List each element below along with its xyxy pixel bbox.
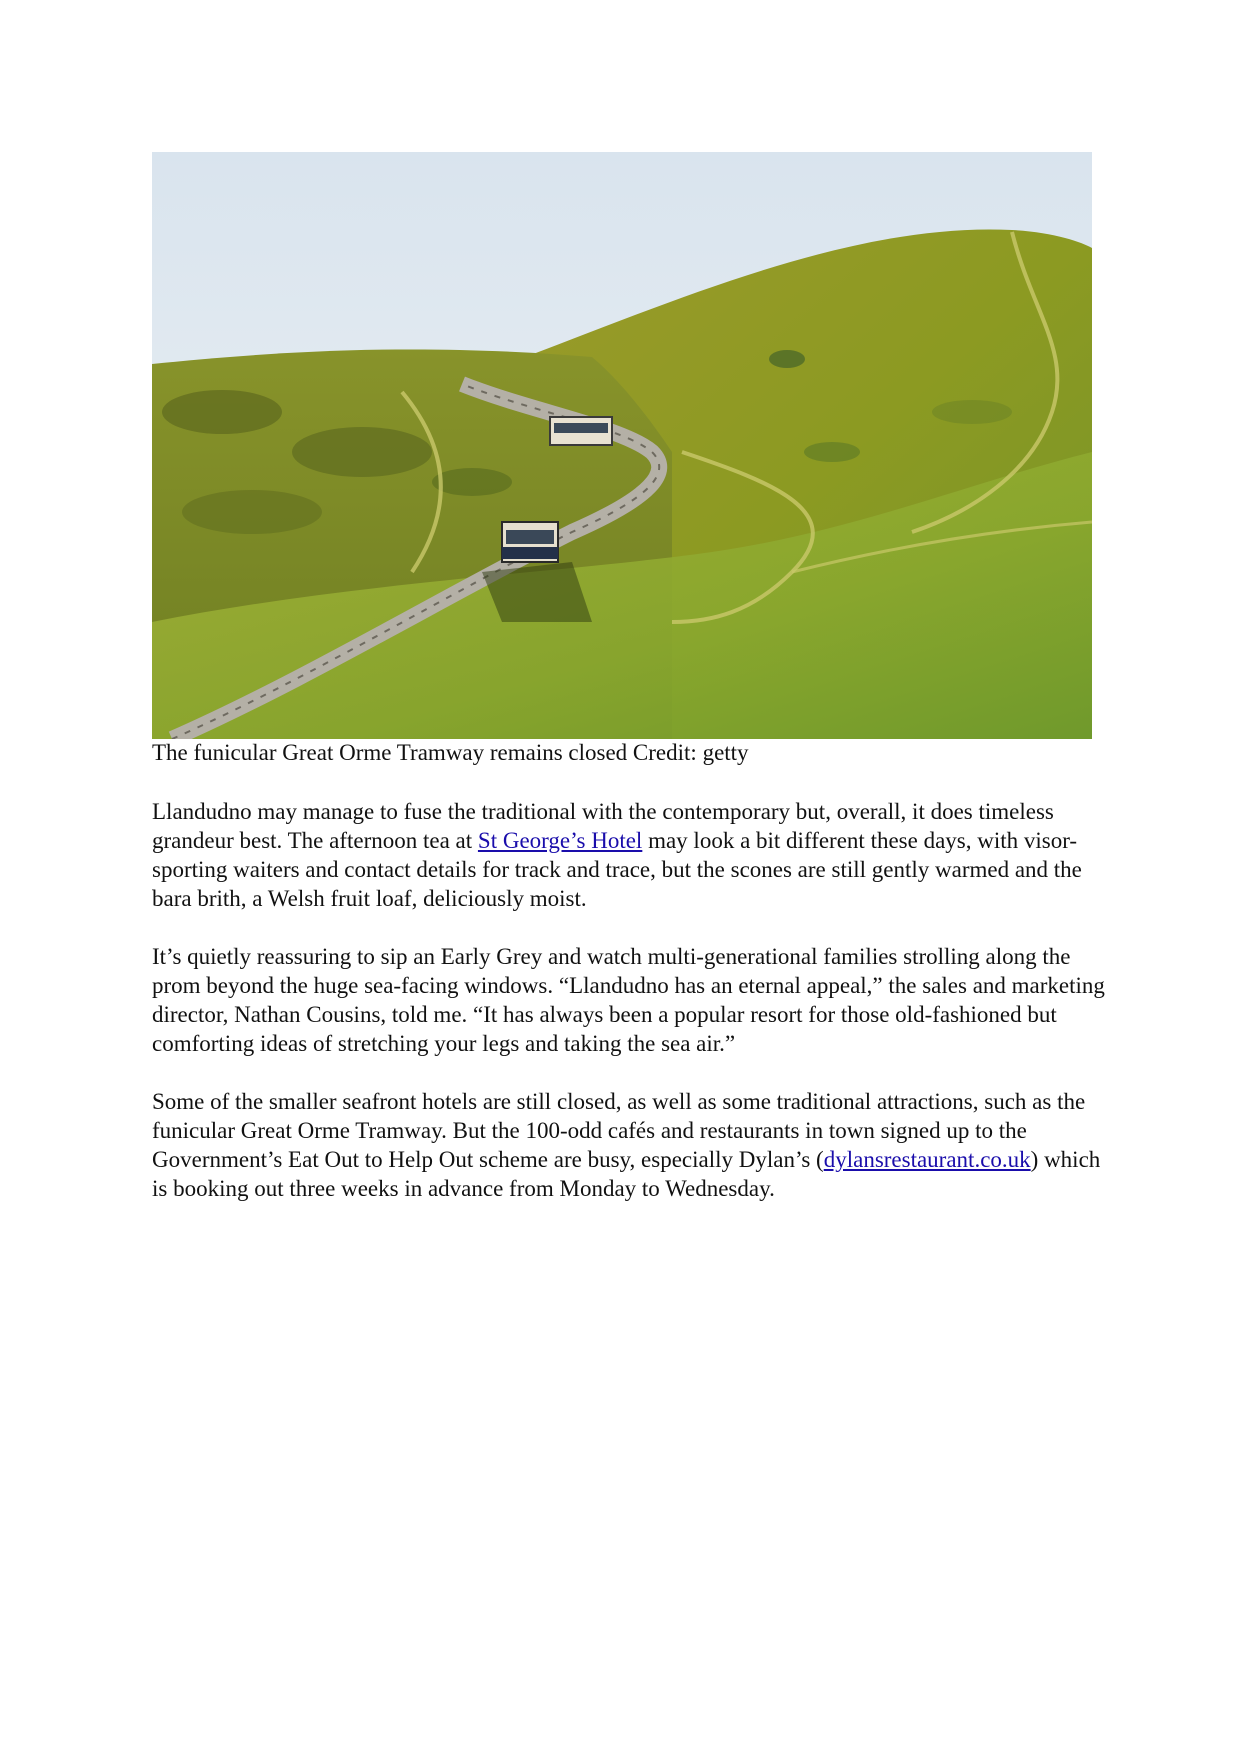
dylans-restaurant-link[interactable]: dylansrestaurant.co.uk xyxy=(823,1147,1031,1172)
paragraph-3 xyxy=(152,1087,1112,1203)
paragraph-3-text-end: ) which is booking out three weeks in advance from Monday to Wednesday. xyxy=(152,1147,1101,1201)
paragraph-2: It’s quietly reassuring to sip an Early Grey and watch multi-generational families strolling along the prom beyond the huge sea-facing windows. “Llandudno has an eternal appeal,” the sales and marketing director, Nathan Cousins, told me. “It has always been a popular resort for those old-fashioned but comforting ideas of stretching your legs and taking the sea air.” xyxy=(152,944,1105,1056)
tramway-photo xyxy=(152,152,1092,739)
paragraph-1-text-end: may look a bit different these days, with visor-sporting waiters and contact details for track and trace, but the scones are still gently warmed and the bara brith, a Welsh fruit loaf, deliciously moist. xyxy=(152,828,1082,911)
paragraph-1-text: Llandudno may manage to fuse the traditional with the contemporary but, overall, it does timeless grandeur best. The afternoon tea at xyxy=(152,799,1054,853)
paragraph-3-text: Some of the smaller seafront hotels are still closed, as well as some traditional attractions, such as the funicular Great Orme Tramway. But the 100-odd cafés and restaurants in town signed up to the Government’s Eat Out to Help Out scheme are busy, especially Dylan’s ( xyxy=(152,1089,1086,1172)
article-body xyxy=(152,797,1112,1232)
st-georges-hotel-link[interactable]: St George’s Hotel xyxy=(477,828,643,853)
photo-caption: The funicular Great Orme Tramway remains closed Credit: getty xyxy=(152,740,749,765)
paragraph-1 xyxy=(152,797,1112,913)
